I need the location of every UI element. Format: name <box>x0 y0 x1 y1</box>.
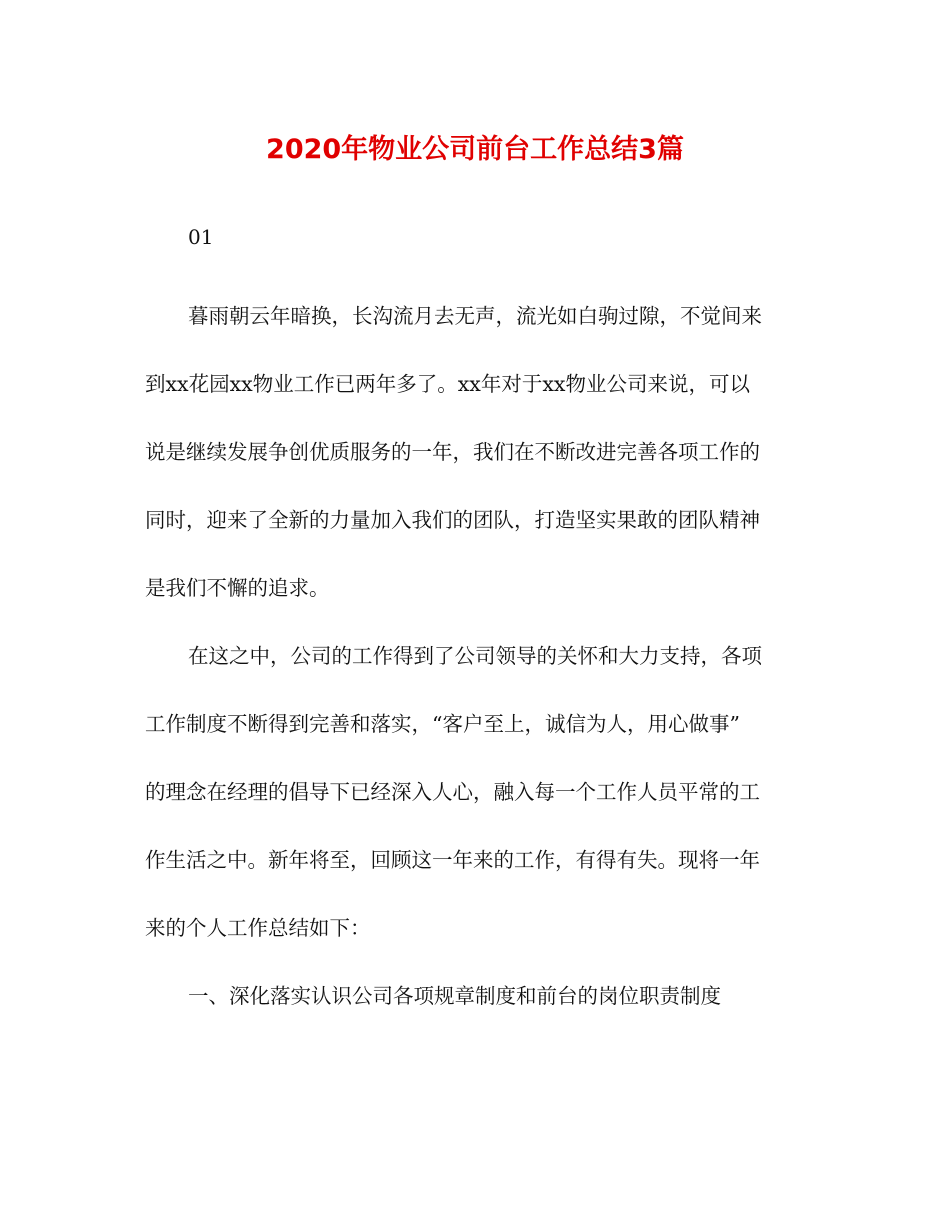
paragraph-line: 工作制度不断得到完善和落实，“客户至上，诚信为人，用心做事” <box>145 712 740 736</box>
paragraph-line: 来的个人工作总结如下： <box>145 916 371 940</box>
paragraph-line: 在这之中，公司的工作得到了公司领导的关怀和大力支持，各项 <box>188 644 762 668</box>
paragraph-line: 是我们不懈的追求。 <box>145 576 330 600</box>
section-number: 01 <box>188 225 214 249</box>
document-title: 2020年物业公司前台工作总结3篇 <box>266 134 684 165</box>
section-heading: 一、深化落实认识公司各项规章制度和前台的岗位职责制度 <box>188 984 721 1008</box>
paragraph-line: 的理念在经理的倡导下已经深入人心，融入每一个工作人员平常的工 <box>145 780 760 804</box>
paragraph-2 <box>145 622 810 962</box>
paragraph-line: 暮雨朝云年暗换，长沟流月去无声，流光如白驹过隙，不觉间来 <box>188 304 762 328</box>
paragraph-line: 作生活之中。新年将至，回顾这一年来的工作，有得有失。现将一年 <box>145 848 760 872</box>
paragraph-line: 到xx花园xx物业工作已两年多了。xx年对于xx物业公司来说，可以 <box>145 372 750 396</box>
paragraph-line: 同时，迎来了全新的力量加入我们的团队，打造坚实果敢的团队精神 <box>145 508 760 532</box>
paragraph-1 <box>145 282 810 622</box>
paragraph-line: 说是继续发展争创优质服务的一年，我们在不断改进完善各项工作的 <box>145 440 760 464</box>
